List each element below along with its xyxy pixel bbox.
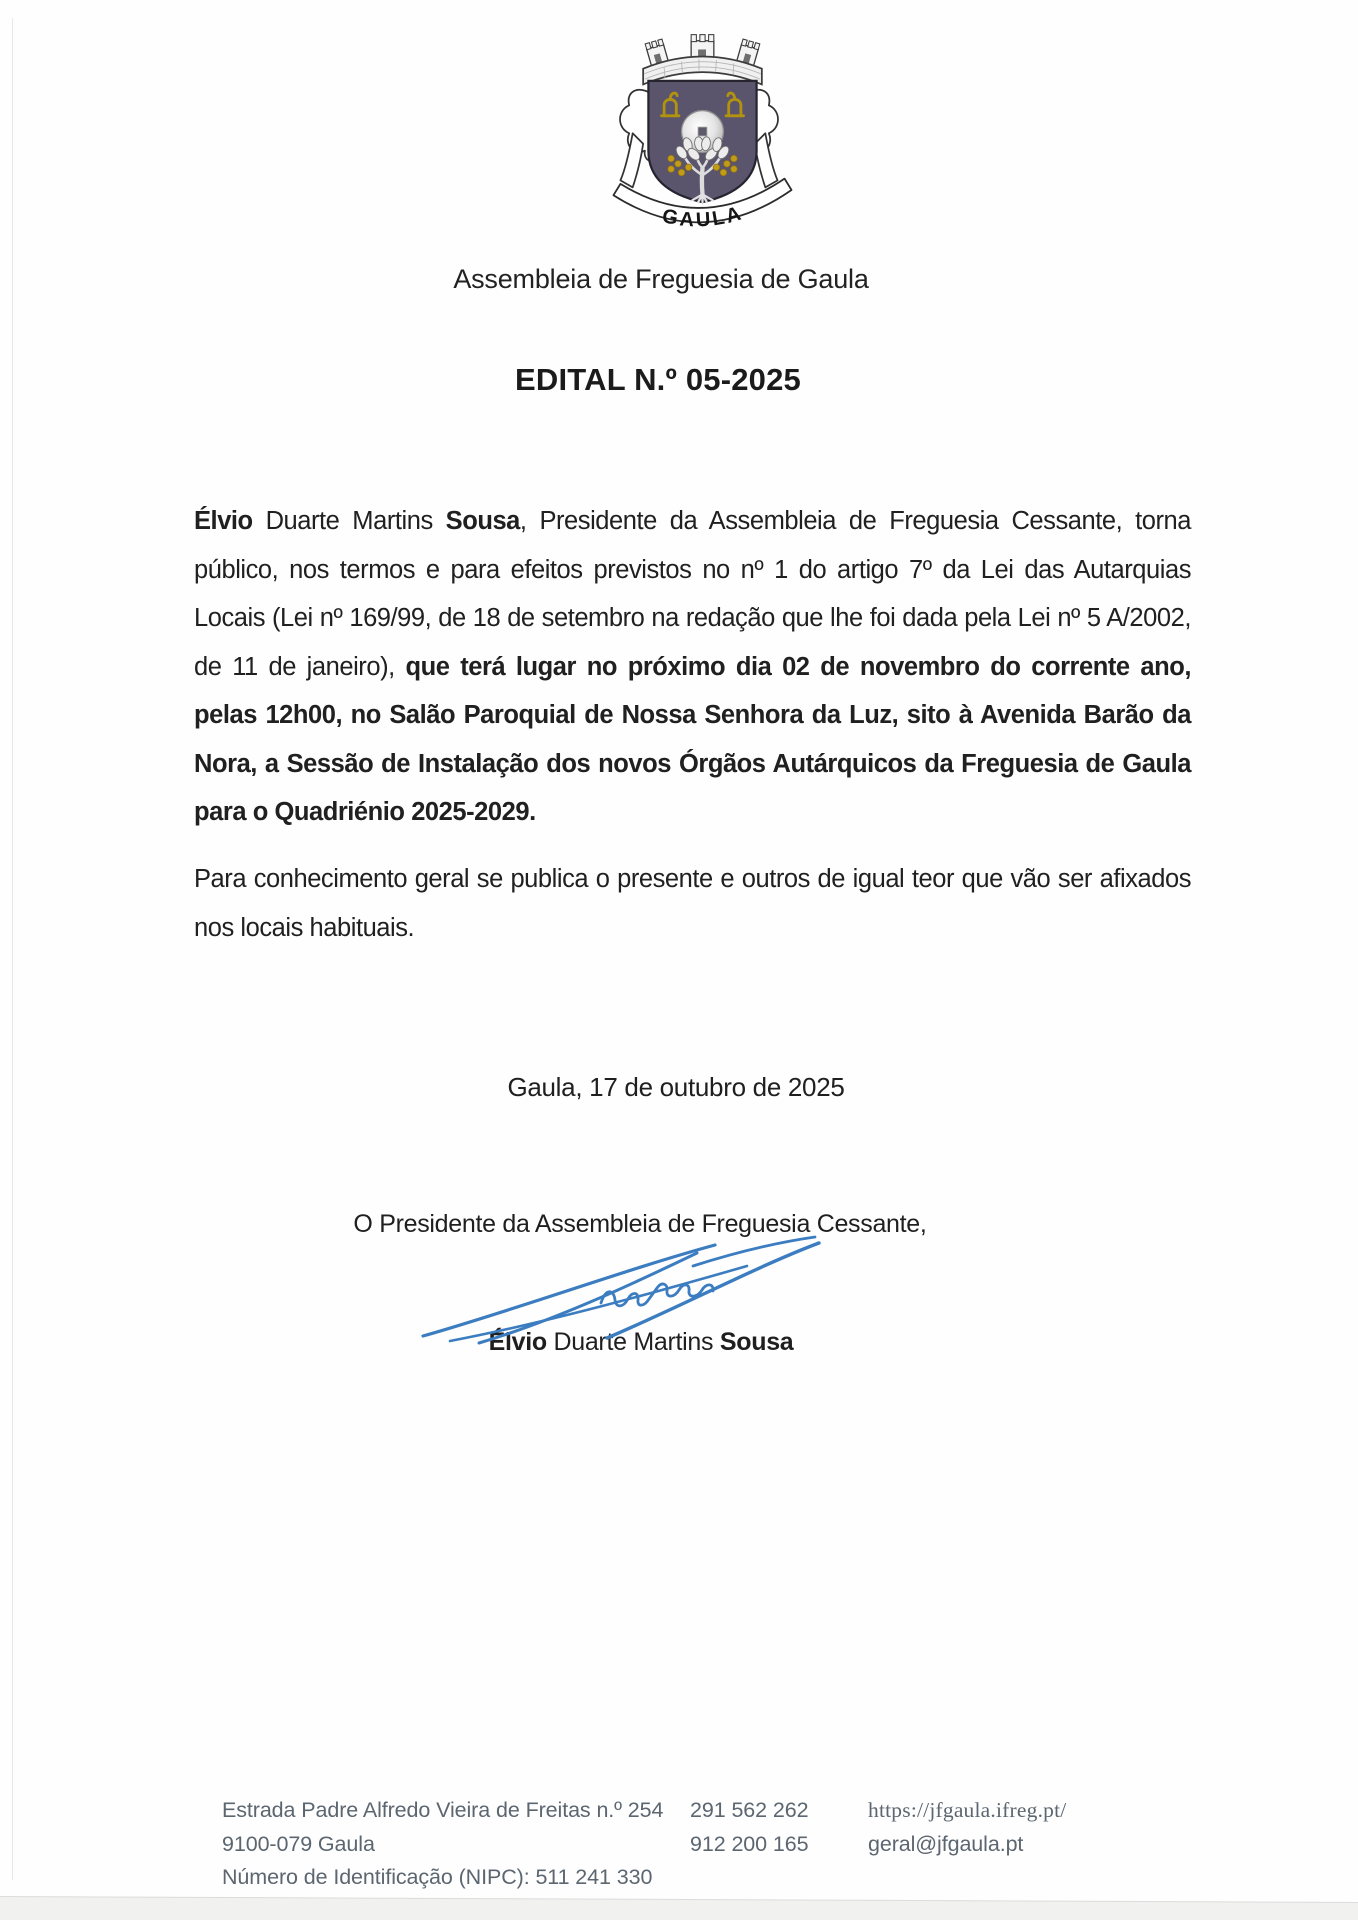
footer-address-line: Estrada Padre Alfredo Vieira de Freitas n.º 254 <box>222 1798 664 1822</box>
footer-phone-line: 291 562 262 <box>690 1798 809 1822</box>
footer-email: geral@jfgaula.pt <box>868 1831 1024 1856</box>
footer-phones <box>690 1794 860 1861</box>
edital-title: EDITAL N.º 05-2025 <box>515 362 801 397</box>
mural-crown-icon <box>643 35 762 85</box>
crest-banner-text: GAULA <box>660 202 746 232</box>
body-paragraph-1: Élvio Duarte Martins Sousa, Presidente da Assembleia de Freguesia Cessante, torna público, nos termos e para efeitos previstos no nº 1 do artigo 7º da Lei das Autarquias Locais (Lei nº 169/99, de 18 de setembro na redação que lhe foi dada pela Lei nº 5 A/2002, de 11 de janeiro), que terá lugar no próximo dia 02 de novembro do corrente ano, pelas 12h00, no Salão Paroquial de Nossa Senhora da Luz, sito à Avenida Barão da Nora, a Sessão de Instalação dos novos Órgãos Autárquicos da Freguesia de Gaula para o Quadriénio 2025-2029. <box>194 507 1191 826</box>
scan-edge-left <box>12 18 13 1880</box>
shield-icon <box>648 81 756 202</box>
parish-crest <box>603 30 795 240</box>
dateline: Gaula, 17 de outubro de 2025 <box>507 1072 845 1102</box>
scan-edge-bottom <box>0 1896 1358 1920</box>
footer-address-line: Número de Identificação (NIPC): 511 241 330 <box>222 1865 653 1889</box>
org-name: Assembleia de Freguesia de Gaula <box>453 264 869 294</box>
footer-address <box>222 1794 672 1895</box>
signee-name: Élvio Duarte Martins Sousa <box>488 1328 794 1356</box>
body-paragraph-2: Para conhecimento geral se publica o presente e outros de igual teor que vão ser afixados nos locais habituais. <box>194 865 1191 942</box>
footer-phone-line: 912 200 165 <box>690 1831 809 1856</box>
signature-ink <box>395 1222 845 1357</box>
signature-role-line: O Presidente da Assembleia de Freguesia Cessante, <box>353 1210 927 1238</box>
footer-address-line: 9100-079 Gaula <box>222 1831 375 1856</box>
footer-web <box>868 1794 1198 1861</box>
footer-website-url: https://jfgaula.ifreg.pt/ <box>868 1798 1067 1822</box>
